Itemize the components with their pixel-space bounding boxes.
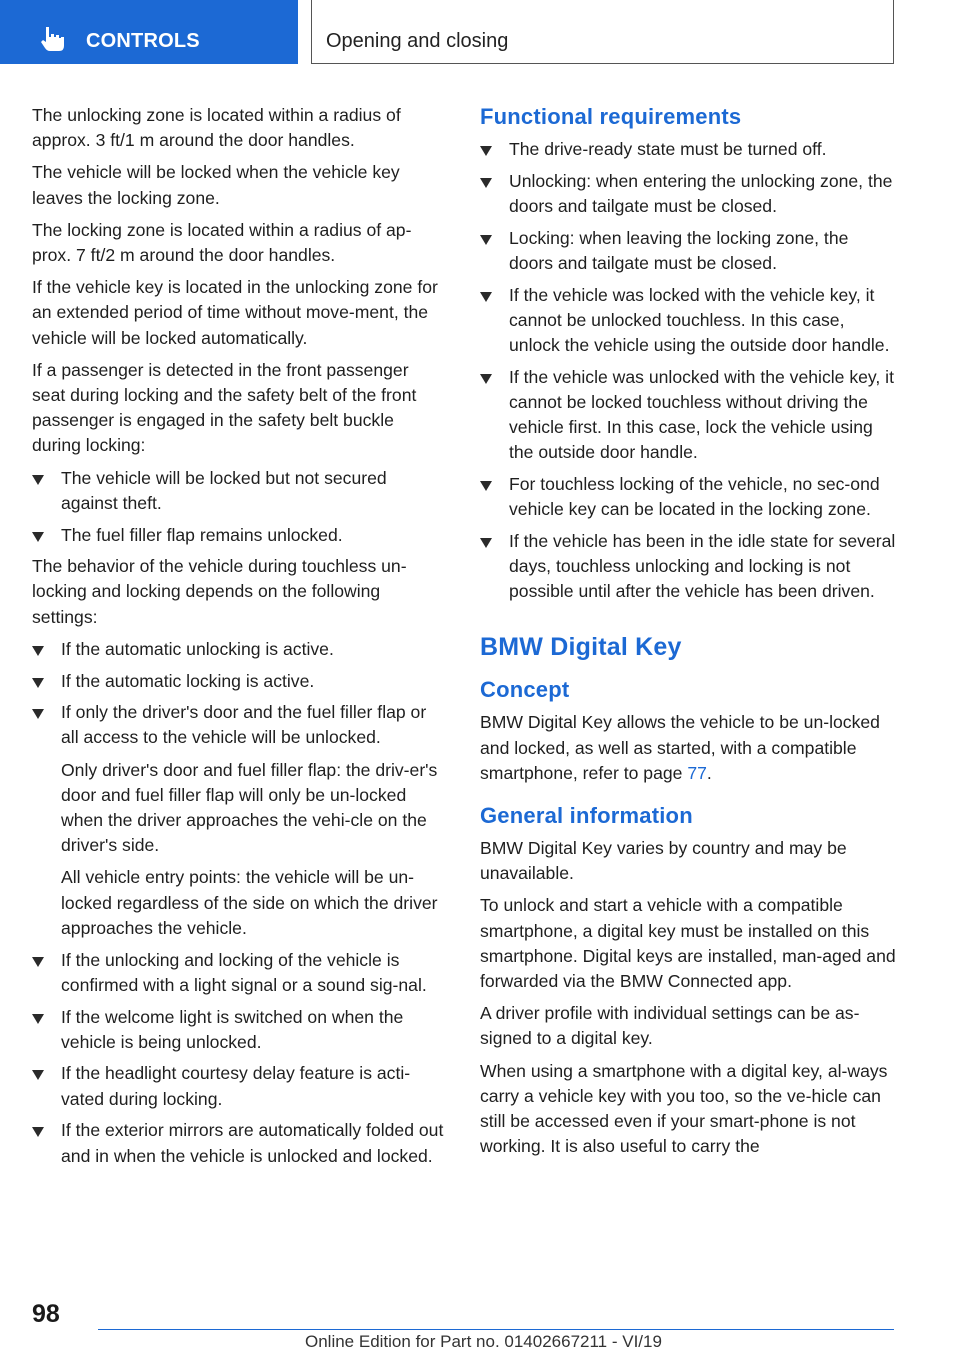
- list-item: Locking: when leaving the locking zone, the doors and tailgate must be closed.: [480, 226, 896, 276]
- paragraph: The unlocking zone is located within a radius of approx. 3 ft/1 m around the door handles.: [32, 105, 401, 151]
- section-heading-functional-requirements: Functional requirements: [480, 104, 742, 129]
- paragraph: If a passenger is detected in the front passenger seat during locking and the safety belt of the front passenger is engaged in the safety belt buckle during locking:: [32, 359, 417, 456]
- list-item: Unlocking: when entering the unlocking zone, the doors and tailgate must be closed.: [480, 169, 896, 219]
- paragraph: The locking zone is located within a radius of ap‐prox. 7 ft/2 m around the door handles.: [32, 219, 412, 266]
- list-item: The fuel filler flap remains unlocked.: [32, 523, 444, 548]
- triangle-bullet-icon: [480, 178, 492, 188]
- list-item-note: Only driver's door and fuel filler flap: the driv‐er's door and fuel filler flap will only be un‐locked when the driver approaches the vehi‐cle on the driver's side.: [61, 759, 438, 856]
- edition-note: Online Edition for Part no. 01402667211 - VI/19: [305, 1332, 662, 1351]
- page-reference-link[interactable]: 77: [687, 762, 707, 783]
- triangle-bullet-icon: [480, 235, 492, 245]
- hand-touch-icon: [38, 24, 66, 52]
- chapter-heading-digital-key: BMW Digital Key: [480, 633, 682, 662]
- list-item: The drive-ready state must be turned off.: [480, 137, 896, 162]
- concept-paragraph: BMW Digital Key allows the vehicle to be un‐locked and locked, as well as started, with a compatible smartphone, refer to page 77.: [480, 712, 880, 783]
- list-item: If the vehicle was locked with the vehicle key, it cannot be unlocked touchless. In this case, unlock the vehicle using the outside door handle.: [480, 283, 896, 359]
- left-column: [32, 103, 444, 1175]
- section-heading-general-information: General information: [480, 803, 693, 829]
- triangle-bullet-icon: [32, 1070, 44, 1080]
- list-item: If the exterior mirrors are automatically folded out and in when the vehicle is unlocked and locked.: [32, 1118, 444, 1168]
- list-item: For touchless locking of the vehicle, no sec‐ond vehicle key can be located in the locking zone.: [480, 472, 896, 522]
- section-heading-concept: Concept: [480, 677, 570, 703]
- chapter-title: Opening and closing: [326, 30, 509, 52]
- triangle-bullet-icon: [32, 957, 44, 967]
- triangle-bullet-icon: [480, 146, 492, 156]
- triangle-bullet-icon: [480, 481, 492, 491]
- paragraph: A driver profile with individual settings can be as‐signed to a digital key.: [480, 1003, 860, 1049]
- paragraph: The vehicle will be locked when the vehicle key leaves the locking zone.: [32, 162, 400, 208]
- list-item: If the vehicle was unlocked with the vehicle key, it cannot be locked touchless without driving the vehicle first. In this case, lock the vehicle using the outside door handle.: [480, 365, 896, 466]
- passenger-conditions-list: [32, 466, 444, 548]
- page-number: 98: [32, 1300, 60, 1328]
- list-item: If the welcome light is switched on when the vehicle is being unlocked.: [32, 1005, 444, 1055]
- triangle-bullet-icon: [32, 1127, 44, 1137]
- triangle-bullet-icon: [32, 475, 44, 485]
- list-item: If the unlocking and locking of the vehicle is confirmed with a light signal or a sound sig‐nal.: [32, 948, 444, 998]
- header-section-tab: [0, 0, 298, 64]
- triangle-bullet-icon: [32, 532, 44, 542]
- triangle-bullet-icon: [32, 678, 44, 688]
- list-item: If the automatic locking is active.: [32, 669, 444, 694]
- section-label: CONTROLS: [86, 30, 200, 52]
- footer-divider: [98, 1329, 894, 1330]
- list-item: If the vehicle has been in the idle state for several days, touchless unlocking and locking is not possible until after the vehicle has been driven.: [480, 529, 896, 605]
- paragraph: The behavior of the vehicle during touchless un‐locking and locking depends on the following settings:: [32, 556, 407, 627]
- triangle-bullet-icon: [32, 709, 44, 719]
- list-item: If the automatic unlocking is active.: [32, 637, 444, 662]
- triangle-bullet-icon: [32, 1014, 44, 1024]
- triangle-bullet-icon: [480, 292, 492, 302]
- chapter-header: [311, 0, 894, 64]
- right-column: [480, 103, 896, 1167]
- functional-requirements-list: [480, 137, 896, 604]
- list-item-note: All vehicle entry points: the vehicle will be un‐locked regardless of the side on which the driver approaches the vehicle.: [61, 867, 438, 938]
- list-item: If the headlight courtesy delay feature is acti‐vated during locking.: [32, 1061, 444, 1111]
- list-item: The vehicle will be locked but not secured against theft.: [32, 466, 444, 516]
- paragraph: To unlock and start a vehicle with a compatible smartphone, a digital key must be installed on this smartphone. Digital keys are installed, man‐aged and forwarded via the BMW Connected app.: [480, 895, 896, 992]
- list-item: If only the driver's door and the fuel filler flap or all access to the vehicle will be unlocked. Only driver's door and fuel filler flap: the driv‐er's door and fuel filler flap will only be un‐locked when the driver approaches the vehi‐cle on the driver's side. All vehicle entry points: the vehicle will be un‐locked regardless of the side on which the driver approaches the vehicle.: [32, 700, 444, 941]
- triangle-bullet-icon: [480, 538, 492, 548]
- triangle-bullet-icon: [480, 374, 492, 384]
- triangle-bullet-icon: [32, 646, 44, 656]
- paragraph: If the vehicle key is located in the unlocking zone for an extended period of time without move‐ment, the vehicle will be locked automatically.: [32, 277, 438, 348]
- paragraph: BMW Digital Key varies by country and may be unavailable.: [480, 838, 847, 884]
- paragraph: When using a smartphone with a digital key, al‐ways carry a vehicle key with you too, so the ve‐hicle can still be accessed even if your smart‐phone is not working. It is also useful to carry the: [480, 1060, 888, 1157]
- settings-list: [32, 637, 444, 1169]
